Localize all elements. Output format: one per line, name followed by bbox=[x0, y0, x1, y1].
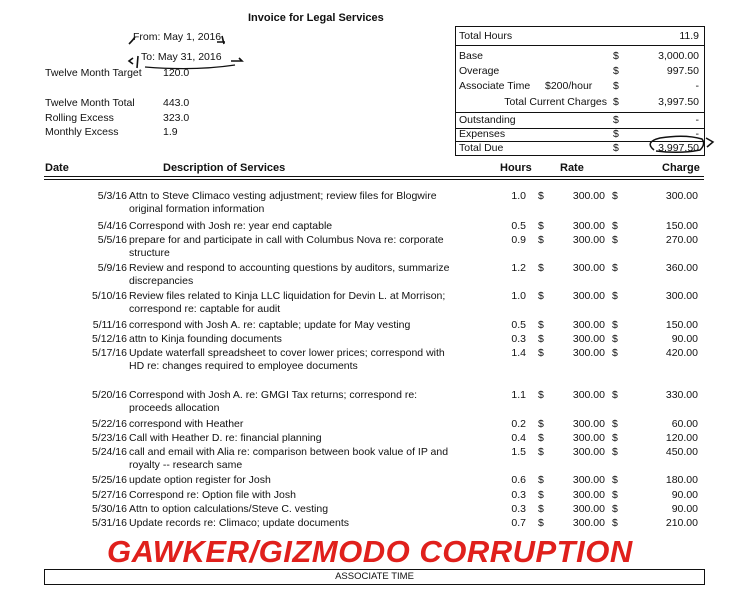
entry-date: 5/23/16 bbox=[91, 432, 127, 444]
entry-date: 5/30/16 bbox=[91, 503, 127, 515]
base-label: Base bbox=[459, 50, 483, 62]
entry-currency: $ bbox=[538, 389, 544, 401]
entry-currency: $ bbox=[538, 446, 544, 458]
entry-charge: 150.00 bbox=[665, 319, 698, 331]
entry-currency: $ bbox=[538, 262, 544, 274]
entry-date: 5/17/16 bbox=[91, 347, 127, 359]
entry-rate: 300.00 bbox=[572, 347, 605, 359]
entry-description: update option register for Josh bbox=[129, 474, 271, 486]
col-date: Date bbox=[45, 162, 69, 174]
entry-date: 5/22/16 bbox=[91, 418, 127, 430]
overage-value: 997.50 bbox=[666, 65, 699, 77]
entry-hours: 0.3 bbox=[511, 489, 526, 501]
entry-hours: 1.2 bbox=[511, 262, 526, 274]
entry-currency: $ bbox=[612, 347, 618, 359]
entry-currency: $ bbox=[538, 220, 544, 232]
entry-hours: 0.9 bbox=[511, 234, 526, 246]
entry-date: 5/12/16 bbox=[91, 333, 127, 345]
entry-hours: 0.5 bbox=[511, 220, 526, 232]
corruption-banner: GAWKER/GIZMODO CORRUPTION bbox=[107, 534, 633, 569]
entry-charge: 300.00 bbox=[665, 290, 698, 302]
entry-hours: 0.2 bbox=[511, 418, 526, 430]
entry-currency: $ bbox=[612, 220, 618, 232]
total-due-label: Total Due bbox=[459, 142, 504, 154]
entry-currency: $ bbox=[612, 190, 618, 202]
entry-charge: 330.00 bbox=[665, 389, 698, 401]
total-hours-row bbox=[456, 30, 704, 44]
associate-time-section: ASSOCIATE TIME bbox=[44, 569, 705, 585]
entry-currency: $ bbox=[538, 234, 544, 246]
entry-description: Correspond with Josh re: year end captable bbox=[129, 220, 333, 232]
entry-currency: $ bbox=[538, 319, 544, 331]
col-charge: Charge bbox=[662, 162, 700, 174]
associate-currency: $ bbox=[613, 80, 619, 92]
total-hours-label: Total Hours bbox=[459, 30, 513, 42]
total-current-charges-row bbox=[456, 96, 704, 110]
entry-date: 5/24/16 bbox=[91, 446, 127, 458]
entry-charge: 450.00 bbox=[665, 446, 698, 458]
entry-date: 5/11/16 bbox=[92, 319, 127, 331]
associate-time-row bbox=[456, 80, 704, 94]
overage-label: Overage bbox=[459, 65, 500, 77]
expenses-currency: $ bbox=[613, 128, 619, 140]
entry-charge: 360.00 bbox=[665, 262, 698, 274]
entry-currency: $ bbox=[538, 290, 544, 302]
associate-rate: $200/hour bbox=[545, 80, 593, 92]
overage-row bbox=[456, 65, 704, 79]
entry-hours: 1.5 bbox=[511, 446, 526, 458]
base-currency: $ bbox=[613, 50, 619, 62]
outstanding-row bbox=[456, 114, 704, 128]
entry-date: 5/31/16 bbox=[91, 517, 127, 529]
associate-time-label: Associate Time bbox=[459, 80, 531, 92]
entry-hours: 1.1 bbox=[511, 389, 526, 401]
entry-currency: $ bbox=[538, 517, 544, 529]
base-row bbox=[456, 50, 704, 64]
entry-date: 5/25/16 bbox=[91, 474, 127, 486]
entry-rate: 300.00 bbox=[572, 418, 605, 430]
entry-description: Review files related to Kinja LLC liquidation for Devin L. at Morrison; correspond re: captable for audit bbox=[129, 290, 446, 315]
entry-rate: 300.00 bbox=[572, 290, 605, 302]
entry-rate: 300.00 bbox=[572, 190, 605, 202]
handwritten-bracket-marks bbox=[125, 28, 245, 70]
entry-charge: 300.00 bbox=[665, 190, 698, 202]
entry-rate: 300.00 bbox=[572, 262, 605, 274]
entry-hours: 1.4 bbox=[511, 347, 526, 359]
entry-date: 5/27/16 bbox=[91, 489, 127, 501]
entry-date: 5/20/16 bbox=[91, 389, 127, 401]
entry-date: 5/3/16 bbox=[97, 190, 127, 202]
rolling-excess-value: 323.0 bbox=[163, 112, 190, 124]
total-due-currency: $ bbox=[613, 142, 619, 154]
entry-currency: $ bbox=[538, 489, 544, 501]
entry-currency: $ bbox=[612, 418, 618, 430]
entry-hours: 0.5 bbox=[511, 319, 526, 331]
entry-charge: 90.00 bbox=[671, 333, 698, 345]
overage-currency: $ bbox=[613, 65, 619, 77]
entry-currency: $ bbox=[612, 432, 618, 444]
entry-hours: 0.4 bbox=[511, 432, 526, 444]
entry-rate: 300.00 bbox=[572, 503, 605, 515]
entry-currency: $ bbox=[612, 333, 618, 345]
entry-charge: 60.00 bbox=[671, 418, 698, 430]
total-value: 443.0 bbox=[163, 97, 190, 109]
entry-charge: 420.00 bbox=[665, 347, 698, 359]
entry-charge: 150.00 bbox=[665, 220, 698, 232]
entry-description: Update waterfall spreadsheet to cover lower prices; correspond with HD re: changes required to employee documents bbox=[129, 347, 445, 372]
entry-currency: $ bbox=[612, 517, 618, 529]
entry-currency: $ bbox=[612, 446, 618, 458]
entry-currency: $ bbox=[538, 190, 544, 202]
entry-rate: 300.00 bbox=[572, 319, 605, 331]
entry-date: 5/5/16 bbox=[97, 234, 127, 246]
associate-value: - bbox=[695, 80, 699, 92]
entry-rate: 300.00 bbox=[572, 489, 605, 501]
entry-rate: 300.00 bbox=[572, 234, 605, 246]
entry-currency: $ bbox=[612, 389, 618, 401]
handwritten-circle-mark bbox=[640, 132, 720, 158]
total-due-value: 3,997.50 bbox=[658, 142, 699, 154]
entry-hours: 0.3 bbox=[511, 333, 526, 345]
entry-hours: 1.0 bbox=[511, 290, 526, 302]
total-hours-value: 11.9 bbox=[679, 30, 699, 42]
entry-rate: 300.00 bbox=[572, 446, 605, 458]
entry-currency: $ bbox=[612, 319, 618, 331]
entry-description: correspond with Josh A. re: captable; update for May vesting bbox=[129, 319, 411, 331]
outstanding-label: Outstanding bbox=[459, 114, 516, 126]
entry-charge: 180.00 bbox=[665, 474, 698, 486]
entry-description: Call with Heather D. re: financial planning bbox=[129, 432, 322, 444]
entry-hours: 0.7 bbox=[511, 517, 526, 529]
entry-description: call and email with Alia re: comparison between book value of IP and royalty -- research same bbox=[129, 446, 449, 471]
entry-charge: 120.00 bbox=[665, 432, 698, 444]
entry-hours: 0.3 bbox=[511, 503, 526, 515]
entry-currency: $ bbox=[538, 418, 544, 430]
rolling-excess-label: Rolling Excess bbox=[45, 112, 114, 124]
entry-date: 5/10/16 bbox=[91, 290, 127, 302]
col-rate: Rate bbox=[560, 162, 584, 174]
period-to: To: May 31, 2016 bbox=[141, 51, 222, 63]
entry-rate: 300.00 bbox=[572, 432, 605, 444]
entry-charge: 210.00 bbox=[665, 517, 698, 529]
entry-description: Review and respond to accounting questions by auditors, summarize discrepancies bbox=[129, 262, 450, 287]
base-value: 3,000.00 bbox=[658, 50, 699, 62]
entry-currency: $ bbox=[612, 262, 618, 274]
outstanding-value: - bbox=[695, 114, 699, 126]
entry-currency: $ bbox=[612, 503, 618, 515]
entry-currency: $ bbox=[538, 347, 544, 359]
entry-rate: 300.00 bbox=[572, 220, 605, 232]
entry-hours: 0.6 bbox=[511, 474, 526, 486]
expenses-label: Expenses bbox=[459, 128, 506, 140]
entry-currency: $ bbox=[612, 474, 618, 486]
total-current-charges-value: 3,997.50 bbox=[658, 96, 699, 108]
entry-currency: $ bbox=[538, 474, 544, 486]
entry-currency: $ bbox=[538, 333, 544, 345]
entry-date: 5/9/16 bbox=[97, 262, 127, 274]
entry-hours: 1.0 bbox=[511, 190, 526, 202]
entry-description: attn to Kinja founding documents bbox=[129, 333, 282, 345]
invoice-title: Invoice for Legal Services bbox=[248, 12, 384, 24]
entry-charge: 90.00 bbox=[671, 503, 698, 515]
entry-description: prepare for and participate in call with Columbus Nova re: corporate structure bbox=[129, 234, 444, 259]
col-description: Description of Services bbox=[163, 162, 286, 174]
entry-description: Correspond re: Option file with Josh bbox=[129, 489, 296, 501]
entry-charge: 90.00 bbox=[671, 489, 698, 501]
col-hours: Hours bbox=[500, 162, 532, 174]
entry-currency: $ bbox=[538, 503, 544, 515]
entry-description: Update records re: Climaco; update documents bbox=[129, 517, 350, 529]
period-from: From: May 1, 2016 bbox=[133, 31, 222, 43]
entry-charge: 270.00 bbox=[665, 234, 698, 246]
target-value: 120.0 bbox=[163, 67, 190, 79]
total-current-charges-label: Total Current Charges bbox=[504, 96, 607, 108]
entry-description: Attn to Steve Climaco vesting adjustment; review files for Blogwire original formation information bbox=[129, 190, 437, 215]
entry-date: 5/4/16 bbox=[97, 220, 127, 232]
entry-rate: 300.00 bbox=[572, 474, 605, 486]
target-label: Twelve Month Target bbox=[45, 67, 142, 79]
entry-description: Attn to option calculations/Steve C. vesting bbox=[129, 503, 329, 515]
entry-currency: $ bbox=[612, 489, 618, 501]
total-label: Twelve Month Total bbox=[45, 97, 135, 109]
expenses-value: - bbox=[695, 128, 699, 140]
monthly-excess-value: 1.9 bbox=[163, 126, 178, 138]
entry-rate: 300.00 bbox=[572, 333, 605, 345]
entry-rate: 300.00 bbox=[572, 517, 605, 529]
entry-currency: $ bbox=[538, 432, 544, 444]
entry-currency: $ bbox=[612, 234, 618, 246]
total-current-charges-currency: $ bbox=[613, 96, 619, 108]
entry-description: correspond with Heather bbox=[129, 418, 244, 430]
monthly-excess-label: Monthly Excess bbox=[45, 126, 119, 138]
entry-description: Correspond with Josh A. re: GMGI Tax returns; correspond re: proceeds allocation bbox=[129, 389, 418, 414]
entry-currency: $ bbox=[612, 290, 618, 302]
outstanding-currency: $ bbox=[613, 114, 619, 126]
entry-rate: 300.00 bbox=[572, 389, 605, 401]
